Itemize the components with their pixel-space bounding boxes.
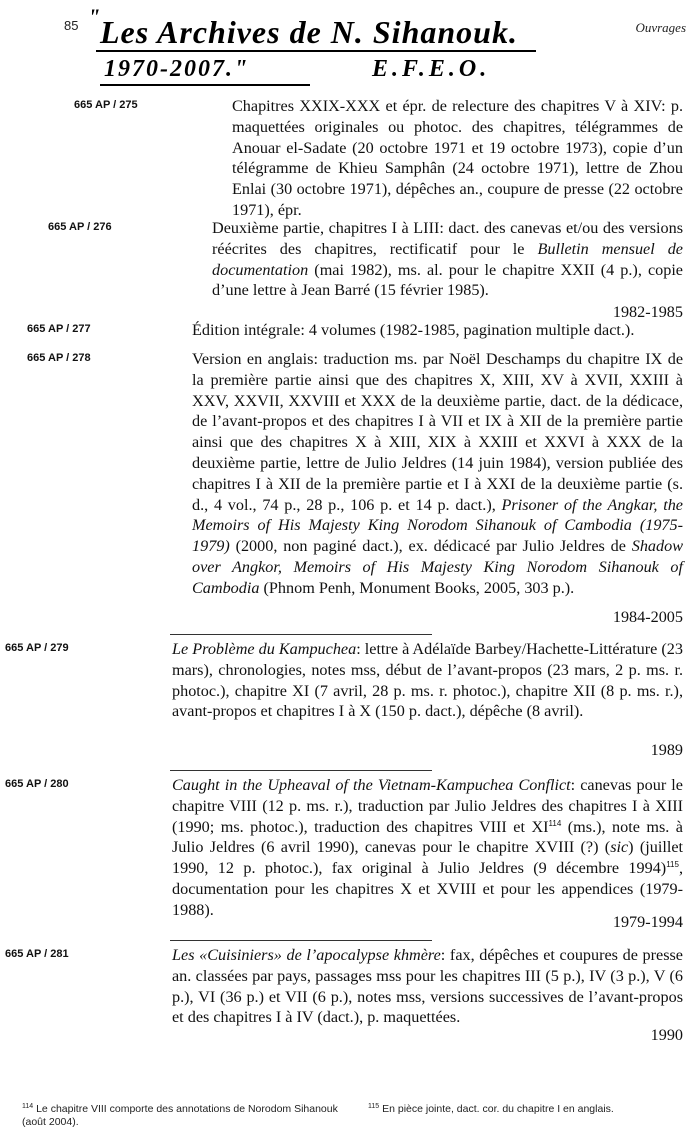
italic-title: Caught in the Upheaval of the Vietnam-Kampuchea Conflict — [172, 776, 571, 794]
entry-code: 665 AP / 280 — [5, 778, 69, 790]
handwritten-underline-1 — [96, 50, 536, 52]
footnote-text: En pièce jointe, dact. cor. du chapitre I en anglais. — [382, 1103, 614, 1115]
text-segment: (mai 1982), ms. al. pour le chapitre XXII (4 p.), copie d’une lettre à Jean Barré (15 février 1985). — [212, 260, 683, 300]
entry-date: 1982-1985 — [612, 303, 683, 321]
italic-title: Prisoner of the Angkar, the Memoirs of His Majesty King Norodom Sihanouk of Cambodia (1975-1979) — [192, 495, 683, 556]
entry-description — [212, 218, 683, 301]
handwritten-signature-efeo: E.F.E.O. — [372, 56, 491, 82]
footnote — [368, 1103, 688, 1116]
archive-entry — [74, 96, 683, 220]
entry-description — [192, 349, 683, 599]
italic-title: Le Problème du Kampuchea — [172, 640, 357, 658]
archive-entry — [27, 320, 683, 344]
footnote-number: 115 — [368, 1103, 380, 1110]
footnote — [22, 1103, 342, 1129]
separator-rule — [170, 770, 432, 771]
text-segment: : canevas pour le chapitre VIII (12 p. ms. r.), traduction par Julio Jeldres des chapitres I à XIII (1990; ms. photoc.), traduction des chapitres VIII et XI — [172, 776, 683, 836]
entry-code: 665 AP / 275 — [74, 99, 138, 111]
entry-date: 1979-1994 — [612, 913, 683, 931]
text-segment: Édition intégrale: 4 volumes (1982-1985, pagination multiple dact.). — [192, 321, 635, 339]
section-title: Ouvrages — [635, 20, 686, 35]
italic-title: Bulletin mensuel de documentation — [212, 239, 683, 279]
footnote-number: 114 — [22, 1103, 34, 1110]
archive-entry — [5, 775, 683, 935]
separator-rule — [170, 634, 432, 635]
text-segment: Version en anglais: traduction ms. par Noël Deschamps du chapitre IX de la première partie ainsi que des chapitres X, XIII, XV à XVII, XXIII à XXV, XXVII, XXVIII et XXX de la deuxième partie, dact. de la dédicace, de l’avant-propos et des chapitres I à VII et IX à XII de la première partie ainsi que des chapitres X à XIII, XIX à XXIII et XXVI à XXX de la deuxième partie, lettre de Julio Jeldres (14 juin 1984), version publiée des chapitres I à XII de la première partie et I à XXI de la deuxième partie (s. d., 4 vol., 74 p., 28 p., 106 p. et 14 p. dact.), — [192, 350, 683, 514]
page-number: 85 — [64, 18, 79, 33]
handwritten-title-line2: 1970-2007." — [104, 56, 250, 82]
entry-description — [232, 96, 683, 221]
entry-description — [192, 320, 683, 341]
text-segment: Chapitres XXIX-XXX et épr. de relecture des chapitres V à XIV: p. maquettées originales ou photoc. des chapitres, télégrammes de Anouar el-Sadate (20 octobre 1971 et 19 octobre 1973), copie d’un télégramme de Khieu Samphân (24 octobre 1971), lettre de Zhou Enlai (30 octobre 1971), dépêches an., coupure de presse (22 octobre 1971), épr. — [232, 97, 683, 219]
entry-date: 1984-2005 — [612, 608, 683, 626]
entry-description — [172, 945, 683, 1028]
archive-entry — [5, 639, 683, 761]
text-segment: (2000, non paginé dact.), ex. dédicacé par Julio Jeldres de — [229, 537, 632, 556]
entry-code: 665 AP / 277 — [27, 323, 91, 335]
entry-date: 1990 — [650, 1026, 683, 1044]
text-segment: : lettre à Adélaïde Barbey/Hachette-Littérature (23 mars), chronologies, notes mss, début de l’avant-propos (23 mars, 2 p. ms. r. photoc.), chapitre XI (7 avril, 28 p. ms. r. photoc.), chapitre XII (8 p. ms. r.), avant-propos et chapitres I à X (150 p. dact.), dépêche (8 avril). — [172, 640, 683, 721]
text-segment: , documentation pour les chapitres X et XVIII et pour les appendices (1979-1988). — [172, 859, 683, 919]
separator-rule — [170, 940, 432, 941]
entry-description — [172, 639, 683, 722]
italic-title: Shadow over Angkor, Memoirs of His Majesty King Norodom Sihanouk of Cambodia — [192, 537, 683, 597]
text-segment: Deuxième partie, chapitres I à LIII: dact. des canevas et/ou des versions réécrites des chapitres, rectificatif pour le — [212, 219, 683, 258]
entry-code: 665 AP / 279 — [5, 642, 69, 654]
archive-entry — [5, 945, 683, 1067]
entry-code: 665 AP / 281 — [5, 948, 69, 960]
text-segment: ) (juillet 1990, 12 p. photoc.), fax original à Julio Jeldres (9 décembre 1994) — [172, 838, 684, 878]
archive-entry — [48, 218, 683, 323]
entry-date: 1989 — [650, 741, 683, 759]
entry-code: 665 AP / 276 — [48, 221, 112, 233]
text-segment: (ms.), note ms. à Julio Jeldres (6 avril 1990), canevas pour le chapitre XVIII (?) ( — [172, 817, 683, 857]
italic-title: Les «Cuisiniers» de l’apocalypse khmère — [172, 946, 441, 964]
handwritten-underline-2 — [100, 84, 310, 86]
entry-code: 665 AP / 278 — [27, 352, 91, 364]
handwritten-title-line1: Les Archives de N. Sihanouk. — [100, 14, 518, 50]
handwritten-open-quote: " — [88, 4, 101, 29]
footnote-ref: 114 — [548, 818, 562, 828]
text-segment: (Phnom Penh, Monument Books, 2005, 303 p.). — [259, 578, 575, 597]
archive-entry — [27, 349, 683, 633]
footnote-ref: 115 — [666, 860, 679, 870]
entry-description — [172, 775, 683, 921]
text-segment: : fax, dépêches et coupures de presse an. classées par pays, passages mss pour les chapitres III (5 p.), IV (3 p.), V (6 p.), VI (36 p.) et VII (6 p.), notes mss, versions successives de l’avant-propos et des chapitres I à IV (dact.), p. maquettées. — [172, 946, 683, 1027]
italic-title: sic — [610, 838, 629, 857]
footnote-text: Le chapitre VIII comporte des annotations de Norodom Sihanouk (août 2004). — [22, 1103, 338, 1128]
